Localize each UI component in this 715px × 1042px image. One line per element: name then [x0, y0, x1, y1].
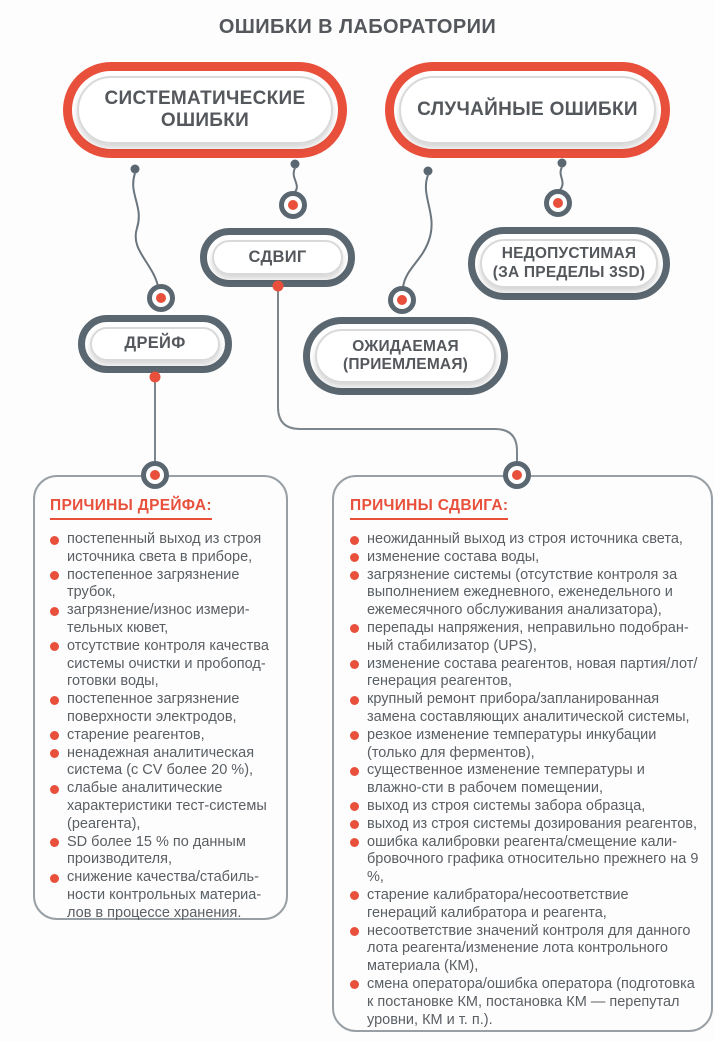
list-item-text: изменение состава реагентов, новая партия/лот/генерация реагентов, — [367, 655, 698, 690]
list-item — [350, 762, 699, 798]
list-item — [50, 745, 274, 781]
list-item-text: смена оператора/ошибка оператора (подготовка к постановке КМ, постановка КМ — перепутал уровни, КМ и т. п.). — [367, 975, 695, 1028]
list-item-text: отсутствие контроля качества системы очистки и пробопод-готовки воды, — [67, 637, 269, 690]
bullet-icon — [350, 767, 359, 776]
node-drift-line1: ДРЕЙФ — [124, 334, 186, 353]
node-inadmissible-label — [493, 245, 645, 282]
list-item-text: изменение состава воды, — [367, 548, 540, 565]
list-item-text: загрязнение/износ измери-тельных кювет, — [67, 602, 250, 636]
shift-causes-list — [350, 531, 701, 1029]
node-drift-inner — [90, 327, 220, 361]
node-inadmissible — [468, 227, 670, 300]
list-item — [350, 798, 699, 816]
bullet-icon — [50, 749, 59, 758]
page-title: ОШИБКИ В ЛАБОРАТОРИИ — [218, 16, 497, 38]
connector-squiggle — [403, 175, 432, 287]
list-item — [350, 656, 699, 692]
bullet-icon — [350, 820, 359, 829]
connector-start-dot — [558, 159, 567, 168]
bullet-icon — [350, 891, 359, 900]
connector-start-dot — [131, 165, 140, 174]
list-item — [350, 549, 699, 567]
list-item — [350, 691, 699, 727]
list-item — [50, 567, 274, 603]
list-item — [50, 638, 274, 691]
connector-ring-dot — [288, 200, 298, 210]
list-item-text: ненадежная аналитическая система (с CV более 20 %), — [67, 744, 255, 779]
list-item-text: неожиданный выход из строя источника света, — [367, 531, 683, 547]
bullet-icon — [350, 624, 359, 633]
connector-squiggle — [294, 168, 297, 192]
node-expected-inner — [315, 329, 496, 383]
list-item-text: старение калибратора/несоответствие генераций калибратора и реагента, — [367, 886, 629, 921]
bullet-icon — [350, 980, 359, 989]
node-random-errors-label — [417, 99, 638, 121]
bullet-icon — [350, 696, 359, 705]
list-item-text: снижение качества/стабиль-ности контрольных материа-лов в процессе хранения. — [67, 869, 262, 921]
list-item — [350, 816, 699, 834]
list-item-text: слабые аналитические характеристики тест-системы (реагента), — [67, 780, 267, 832]
shift-causes-heading: ПРИЧИНЫ СДВИГА: — [350, 497, 508, 520]
bullet-icon — [350, 553, 359, 562]
bullet-icon — [50, 696, 59, 705]
bullet-icon — [50, 785, 59, 794]
list-item — [50, 727, 274, 745]
connector-ring-dot — [156, 293, 166, 303]
connector-ring — [150, 287, 173, 310]
node-systematic-errors-label — [105, 88, 306, 133]
node-systematic-errors-inner — [77, 76, 333, 144]
node-shift — [200, 228, 355, 287]
node-random-errors — [385, 62, 670, 158]
list-item-text: крупный ремонт прибора/запланированная замена составляющих аналитической системы, — [367, 691, 690, 725]
bullet-icon — [350, 927, 359, 936]
node-expected-line1: ОЖИДАЕМАЯ — [352, 337, 459, 355]
node-systematic-line2: ОШИБКИ — [160, 110, 250, 131]
list-item-text: загрязнение системы (отсутствие контроля за выполнением ежедневного, еженедельного и ежемесячного обслуживания анализатора), — [367, 566, 678, 619]
list-item — [350, 531, 699, 549]
list-item — [50, 780, 274, 833]
list-item — [50, 531, 274, 567]
list-item — [350, 976, 699, 1029]
drift-causes-list — [50, 531, 274, 923]
list-item-text: SD более 15 % по данным производителя, — [67, 833, 246, 868]
list-item — [350, 620, 699, 656]
list-item-text: постепенное загрязнение трубок, — [67, 566, 240, 601]
connector-ring — [547, 192, 570, 215]
bullet-icon — [350, 731, 359, 740]
node-random-errors-inner — [399, 76, 656, 144]
list-item-text: несоответствие значений контроля для данного лота реагента/изменение лота контрольного материала (КМ), — [367, 922, 691, 975]
list-item-text: постепенный выход из строя источника света в приборе, — [67, 531, 262, 565]
list-item — [350, 834, 699, 887]
bullet-icon — [350, 536, 359, 545]
list-item — [50, 834, 274, 870]
bullet-icon — [50, 731, 59, 740]
node-systematic-errors — [63, 62, 347, 158]
list-item-text: существенное изменение температуры и влажно-сти в рабочем помещении, — [367, 762, 645, 797]
node-shift-label — [248, 248, 306, 267]
list-item — [50, 869, 274, 922]
list-item-text: выход из строя системы забора образца, — [367, 797, 646, 814]
bullet-icon — [350, 571, 359, 580]
node-drift-label — [124, 334, 185, 353]
list-item — [350, 923, 699, 976]
list-item-text: постепенное загрязнение поверхности электродов, — [67, 691, 240, 725]
node-shift-line1: СДВИГ — [248, 247, 307, 266]
node-drift — [78, 315, 232, 373]
node-expected — [303, 317, 508, 395]
node-expected-label — [343, 338, 468, 375]
node-inadmissible-inner — [480, 239, 658, 288]
list-item-text: старение реагентов, — [67, 726, 205, 743]
list-item — [350, 567, 699, 620]
bullet-icon — [50, 571, 59, 580]
bullet-icon — [350, 802, 359, 811]
connector-start-dot — [291, 160, 300, 169]
list-item — [350, 727, 699, 763]
list-item-text: резкое изменение температуры инкубации (только для ферментов), — [367, 726, 657, 761]
connector-start-dot — [424, 167, 433, 176]
connector-ring-dot — [397, 295, 407, 305]
connector-pill-dot — [150, 372, 161, 383]
connector-ring-dot — [553, 198, 563, 208]
list-item — [350, 887, 699, 923]
list-item-text: перепады напряжения, неправильно подобран-ный стабилизатор (UPS), — [367, 619, 689, 654]
node-inadmissible-line2: (ЗА ПРЕДЕЛЫ 3SD) — [492, 263, 646, 281]
drift-causes-heading: ПРИЧИНЫ ДРЕЙФА: — [50, 497, 212, 520]
node-expected-line2: (ПРИЕМЛЕМАЯ) — [342, 356, 469, 373]
bullet-icon — [50, 536, 59, 545]
bullet-icon — [50, 607, 59, 616]
bullet-icon — [50, 838, 59, 847]
bullet-icon — [50, 874, 59, 883]
bullet-icon — [350, 660, 359, 669]
list-item — [50, 602, 274, 638]
bullet-icon — [50, 642, 59, 651]
list-item-text: выход из строя системы дозирования реагентов, — [367, 815, 698, 832]
list-item — [50, 691, 274, 727]
node-inadmissible-line1: НЕДОПУСТИМАЯ — [501, 245, 637, 263]
bullet-icon — [350, 838, 359, 847]
list-item-text: ошибка калибровки реагента/смещение кали-бровочного графика относительно прежнего на 9 %, — [367, 833, 699, 886]
node-random-line1: СЛУЧАЙНЫЕ ОШИБКИ — [417, 98, 638, 120]
connector-ring — [391, 289, 414, 312]
connector-ring — [282, 194, 305, 217]
node-shift-inner — [212, 240, 343, 275]
connector-squiggle — [133, 173, 158, 286]
node-systematic-line1: СИСТЕМАТИЧЕСКИЕ — [104, 87, 306, 109]
connector-squiggle — [560, 167, 563, 190]
drift-causes-box — [33, 475, 288, 920]
shift-causes-box — [332, 475, 713, 1032]
